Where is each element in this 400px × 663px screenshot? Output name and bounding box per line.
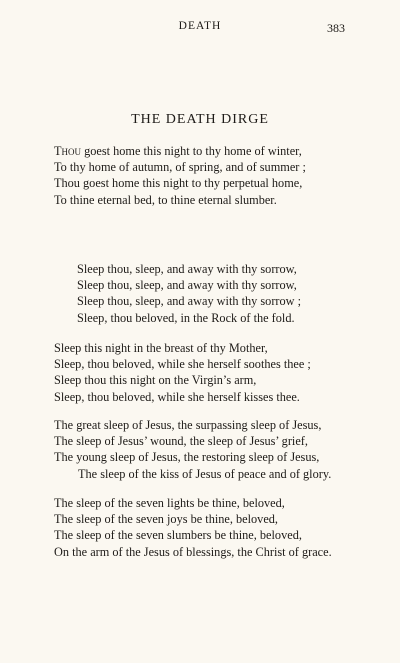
stanza-4 [54,417,400,482]
poem-line: To thy home of autumn, of spring, and of summer ; [54,160,306,175]
poem-line: Sleep, thou beloved, while she herself kisses thee. [54,389,300,404]
poem-line: The sleep of Jesus’ wound, the sleep of Jesus’ grief, [54,434,308,449]
opening-word: Thou [54,144,82,158]
line-text: goest home this night to thy home of winter, [81,144,302,158]
poem-line: To thine eternal bed, to thine eternal slumber. [54,192,277,207]
poem-line: Sleep thou, sleep, and away with thy sorrow, [77,262,297,276]
page-number: 383 [327,21,345,35]
stanza-1 [54,143,400,208]
poem-line: Thou goest home this night to thy perpetual home, [54,176,303,191]
poem-line: The young sleep of Jesus, the restoring sleep of Jesus, [54,450,320,465]
poem-line: Sleep, thou beloved, while she herself soothes thee ; [54,357,311,372]
poem-line: Sleep thou this night on the Virgin’s arm, [54,373,257,388]
poem-line: The great sleep of Jesus, the surpassing sleep of Jesus, [54,418,322,432]
stanza-5 [54,495,400,560]
poem-line-indented: The sleep of the kiss of Jesus of peace and of glory. [78,466,332,481]
poem-line [54,143,400,159]
running-head: DEATH [178,20,222,32]
poem-line: The sleep of the seven slumbers be thine, beloved, [54,528,302,543]
poem-line: Sleep thou, sleep, and away with thy sorrow ; [77,294,302,309]
poem-line: Sleep, thou beloved, in the Rock of the fold. [77,310,295,325]
stanza-3 [54,340,400,405]
stanza-2 [77,261,400,326]
poem-line: On the arm of the Jesus of blessings, the Christ of grace. [54,544,332,559]
poem-title: THE DEATH DIRGE [131,112,269,127]
poem-line: The sleep of the seven lights be thine, beloved, [54,496,285,510]
poem-line: The sleep of the seven joys be thine, beloved, [54,512,279,527]
poem-line: Sleep thou, sleep, and away with thy sorrow, [77,278,297,293]
poem-line: Sleep this night in the breast of thy Mother, [54,341,268,355]
